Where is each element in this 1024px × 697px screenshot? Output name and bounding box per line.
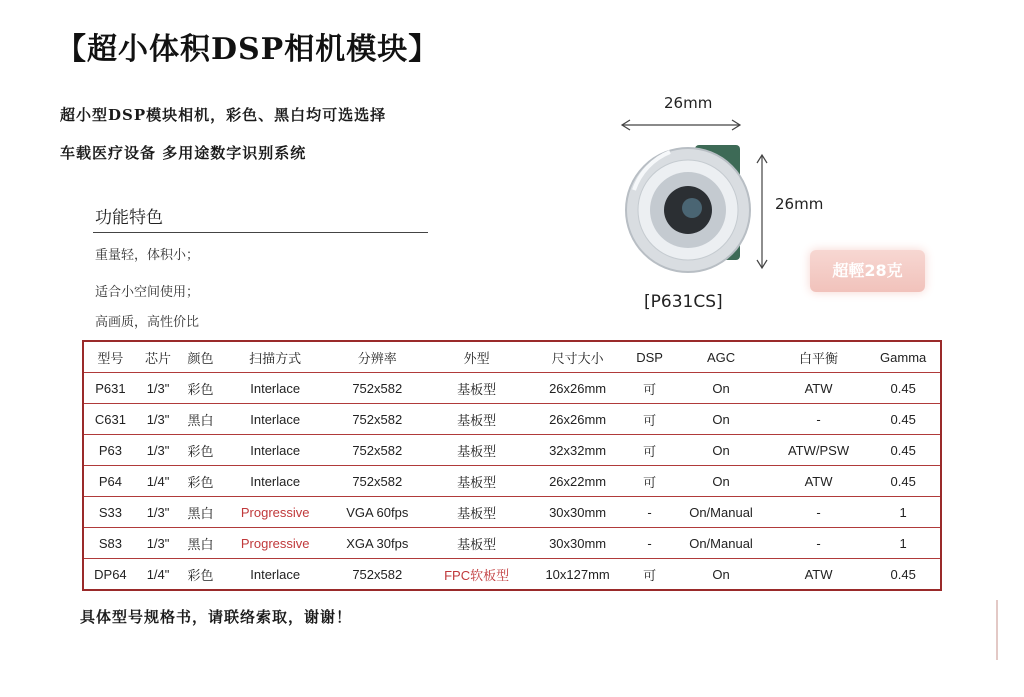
cell-dsp: 可 <box>628 466 672 497</box>
cell-resolution: 752x582 <box>329 404 426 435</box>
cell-model: C631 <box>83 404 137 435</box>
height-dimension-label: 26mm <box>775 195 824 213</box>
cell-color: 黑白 <box>179 528 221 559</box>
cell-model: P631 <box>83 373 137 404</box>
cell-form: 基板型 <box>426 497 528 528</box>
cell-size: 26x26mm <box>527 373 627 404</box>
page-title: 【超小体积DSP相机模块】 <box>56 32 440 67</box>
cell-chip: 1/4" <box>137 466 179 497</box>
cell-chip: 1/4" <box>137 559 179 591</box>
cell-color: 彩色 <box>179 466 221 497</box>
cell-chip: 1/3" <box>137 528 179 559</box>
header-chip: 芯片 <box>137 341 179 373</box>
cell-scan: Progressive <box>222 497 329 528</box>
cell-white-balance: - <box>771 404 867 435</box>
weight-badge: 超輕28克 <box>810 250 925 292</box>
cell-dsp: 可 <box>628 404 672 435</box>
cell-gamma: 0.45 <box>866 559 941 591</box>
header-resolution: 分辨率 <box>329 341 426 373</box>
cell-chip: 1/3" <box>137 404 179 435</box>
header-form: 外型 <box>426 341 528 373</box>
feature-item: 重量轻，体积小； <box>95 248 200 263</box>
scan-edge-mark <box>996 600 998 660</box>
cell-resolution: XGA 30fps <box>329 528 426 559</box>
cell-agc: On <box>671 559 770 591</box>
cell-resolution: 752x582 <box>329 559 426 591</box>
camera-module-image <box>600 110 800 290</box>
table-row <box>83 435 941 466</box>
header-scan: 扫描方式 <box>222 341 329 373</box>
cell-color: 彩色 <box>179 373 221 404</box>
cell-white-balance: ATW/PSW <box>771 435 867 466</box>
cell-scan: Interlace <box>222 373 329 404</box>
cell-size: 26x22mm <box>527 466 627 497</box>
table-header-row <box>83 341 941 373</box>
cell-scan: Interlace <box>222 559 329 591</box>
cell-dsp: - <box>628 528 672 559</box>
cell-dsp: 可 <box>628 435 672 466</box>
header-color: 颜色 <box>179 341 221 373</box>
cell-color: 黑白 <box>179 497 221 528</box>
features-title: 功能特色 <box>95 208 163 228</box>
cell-model: P64 <box>83 466 137 497</box>
cell-form: 基板型 <box>426 404 528 435</box>
cell-model: S83 <box>83 528 137 559</box>
cell-color: 彩色 <box>179 559 221 591</box>
cell-chip: 1/3" <box>137 373 179 404</box>
cell-color: 彩色 <box>179 435 221 466</box>
features-underline <box>93 232 428 233</box>
cell-resolution: VGA 60fps <box>329 497 426 528</box>
cell-white-balance: ATW <box>771 373 867 404</box>
cell-form: 基板型 <box>426 373 528 404</box>
intro-line-1: 超小型DSP模块相机，彩色、黑白均可选选择 <box>60 106 387 124</box>
cell-agc: On <box>671 435 770 466</box>
cell-resolution: 752x582 <box>329 373 426 404</box>
contact-note: 具体型号规格书，请联络索取，谢谢！ <box>80 608 353 626</box>
cell-scan: Interlace <box>222 466 329 497</box>
feature-item: 高画质，高性价比 <box>95 315 200 330</box>
cell-agc: On <box>671 466 770 497</box>
cell-gamma: 0.45 <box>866 404 941 435</box>
cell-chip: 1/3" <box>137 497 179 528</box>
cell-model: S33 <box>83 497 137 528</box>
table-row <box>83 528 941 559</box>
spec-table <box>82 340 942 591</box>
cell-gamma: 0.45 <box>866 373 941 404</box>
cell-agc: On <box>671 404 770 435</box>
header-dsp: DSP <box>628 341 672 373</box>
table-row <box>83 466 941 497</box>
header-model: 型号 <box>83 341 137 373</box>
cell-white-balance: - <box>771 528 867 559</box>
header-agc: AGC <box>671 341 770 373</box>
cell-form: 基板型 <box>426 466 528 497</box>
cell-scan: Interlace <box>222 435 329 466</box>
cell-white-balance: ATW <box>771 559 867 591</box>
intro-line-2: 车载医疗设备 多用途数字识别系统 <box>60 144 307 162</box>
cell-model: DP64 <box>83 559 137 591</box>
cell-dsp: 可 <box>628 559 672 591</box>
cell-size: 30x30mm <box>527 497 627 528</box>
cell-form: FPC软板型 <box>426 559 528 591</box>
width-dimension-label: 26mm <box>664 94 713 112</box>
cell-scan: Interlace <box>222 404 329 435</box>
table-row <box>83 373 941 404</box>
cell-gamma: 0.45 <box>866 466 941 497</box>
cell-gamma: 1 <box>866 497 941 528</box>
header-gamma: Gamma <box>866 341 941 373</box>
header-size: 尺寸大小 <box>527 341 627 373</box>
cell-dsp: 可 <box>628 373 672 404</box>
cell-white-balance: - <box>771 497 867 528</box>
cell-color: 黑白 <box>179 404 221 435</box>
cell-size: 26x26mm <box>527 404 627 435</box>
table-row <box>83 559 941 591</box>
cell-resolution: 752x582 <box>329 435 426 466</box>
cell-agc: On <box>671 373 770 404</box>
cell-agc: On/Manual <box>671 497 770 528</box>
cell-resolution: 752x582 <box>329 466 426 497</box>
cell-dsp: - <box>628 497 672 528</box>
cell-size: 30x30mm <box>527 528 627 559</box>
cell-size: 32x32mm <box>527 435 627 466</box>
product-caption: [P631CS] <box>644 292 723 312</box>
feature-item: 适合小空间使用； <box>95 285 200 300</box>
cell-gamma: 1 <box>866 528 941 559</box>
cell-form: 基板型 <box>426 528 528 559</box>
header-white-balance: 白平衡 <box>771 341 867 373</box>
cell-white-balance: ATW <box>771 466 867 497</box>
cell-chip: 1/3" <box>137 435 179 466</box>
cell-model: P63 <box>83 435 137 466</box>
cell-scan: Progressive <box>222 528 329 559</box>
cell-size: 10x127mm <box>527 559 627 591</box>
cell-agc: On/Manual <box>671 528 770 559</box>
table-row <box>83 497 941 528</box>
table-row <box>83 404 941 435</box>
cell-form: 基板型 <box>426 435 528 466</box>
cell-gamma: 0.45 <box>866 435 941 466</box>
